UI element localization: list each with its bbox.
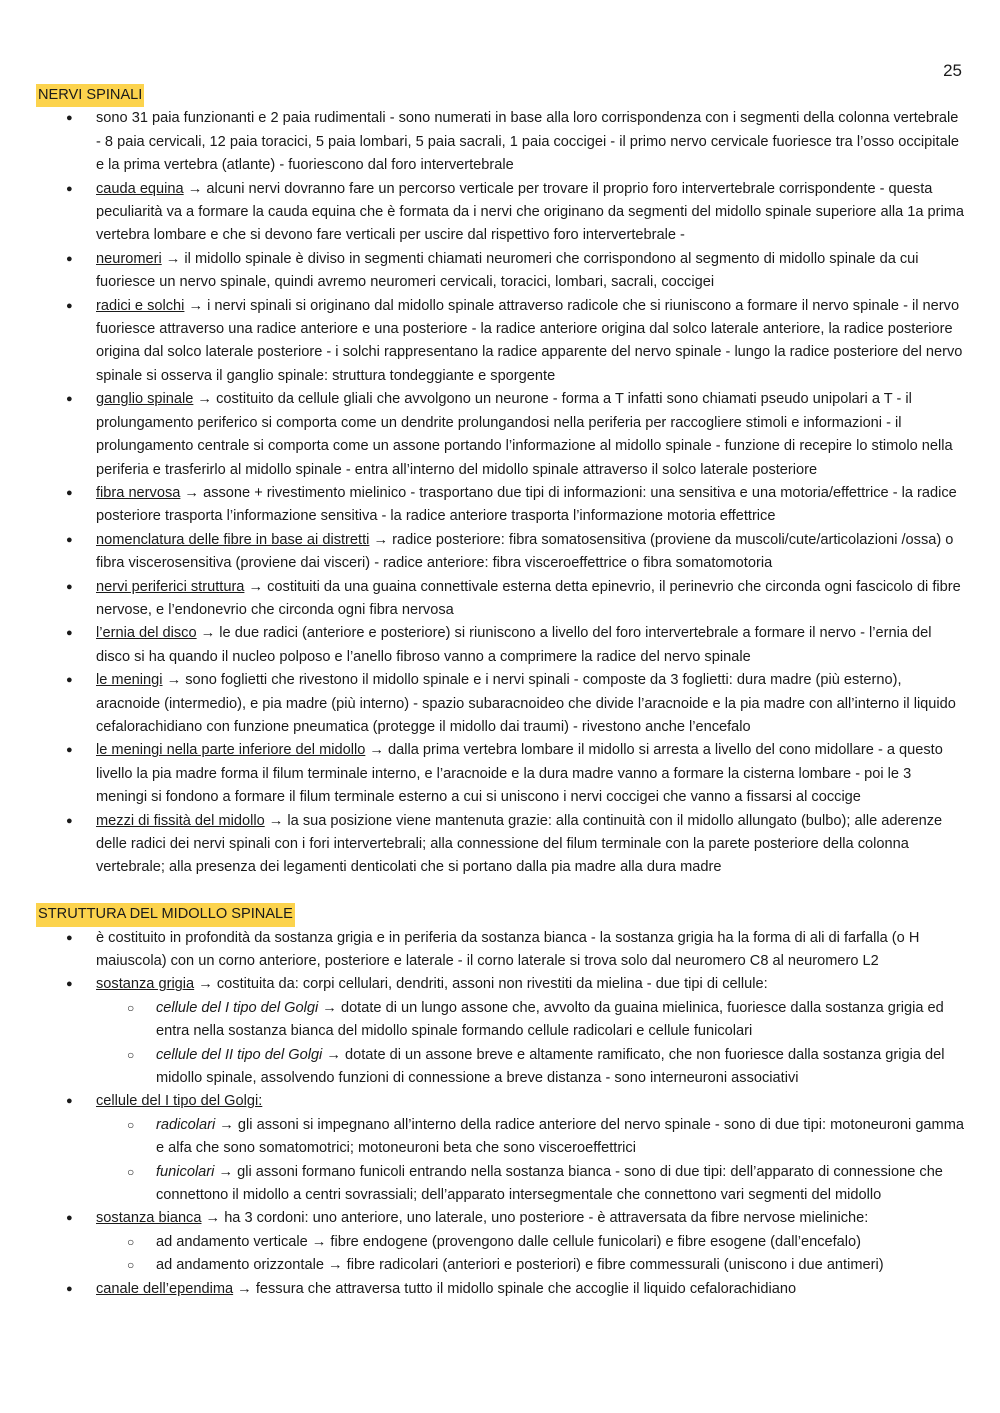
list-item <box>36 529 966 576</box>
item-term: l’ernia del disco <box>96 625 197 642</box>
item-term: cellule del I tipo del Golgi: <box>96 1093 263 1110</box>
arrow: → <box>214 1163 238 1180</box>
list-item <box>36 669 966 739</box>
list-item <box>36 248 966 295</box>
sub-item-term: funicolari <box>156 1163 215 1180</box>
section-title-nervi-spinali: NERVI SPINALI <box>36 84 144 107</box>
item-text: le due radici (anteriore e posteriore) si riuniscono a livello del foro intervertebrale a formare il nervo - l’ernia del disco si ha quando il nucleo polposo e l’anello fibroso vanno a comprimere la radice del nervo spinale <box>96 625 932 665</box>
item-text: assone + rivestimento mielinico - trasportano due tipi di informazioni: una sensitiva e una motoria/effettrice - la radice posteriore trasporta l’informazione sensitiva - la radice anteriore trasporta l’informazione motoria effettrice <box>96 484 957 525</box>
list-item <box>36 973 966 1090</box>
item-text: dalla prima vertebra lombare il midollo si arresta a livello del cono midollare - a questo livello la pia madre forma il filum terminale interno, e l’aracnoide e la dura madre vanno a formare la cisterna lombare - poi le 3 meningi si fondono a formare il filum terminale esterno a cui si uniscono i nervi coccigei che vanno a fissarsi al coccige <box>96 742 943 806</box>
arrow: → <box>196 625 220 642</box>
list-item <box>36 927 966 974</box>
item-term: nomenclatura delle fibre in base ai distretti <box>96 531 370 548</box>
sub-list-item <box>96 1254 966 1277</box>
list-item <box>36 1090 966 1207</box>
sub-list-item <box>96 1161 966 1208</box>
item-term: sostanza bianca <box>96 1210 202 1227</box>
sub-list-item <box>96 1044 966 1091</box>
struttura-midollo-list <box>36 927 966 1302</box>
sub-list-item <box>96 997 966 1044</box>
item-term: neuromeri <box>96 250 162 267</box>
list-item <box>36 178 966 248</box>
arrow: → <box>369 531 393 548</box>
item-term: canale dell’ependima <box>96 1280 234 1297</box>
list-item <box>36 810 966 880</box>
item-text: costituito da cellule gliali che avvolgono un neurone - forma a T infatti sono chiamati pseudo unipolari a T - il prolungamento periferico si comporta come un dendrite prolungandosi nella periferia per raccogliere stimoli e informazioni - il prolungamento centrale si comporta come un assone portando l’informazione al midollo spinale - funzione di recepire lo stimolo nella periferia e trasferirlo al midollo spinale - entra all’interno del midollo spinale attraverso il solco laterale posteriore <box>96 391 953 478</box>
arrow: → <box>264 812 288 829</box>
item-text: costituiti da una guaina connettivale esterna detta epinevrio, il perinevrio che circonda ogni fascicolo di fibre nervose, e l’endonevrio che circonda ogni fibra nervosa <box>96 578 961 618</box>
arrow: → <box>322 1046 346 1063</box>
item-term: fibra nervosa <box>96 484 181 501</box>
item-text: radice posteriore: fibra somatosensitiva (proviene da muscoli/cute/articolazioni /ossa) o fibra viscerosensitiva (proviene dai visceri) - radice anteriore: fibra visceroeffettrice o fibra somatomotoria <box>96 531 954 572</box>
sub-item-text: ad andamento verticale → fibre endogene (provengono dalle cellule funicolari) e fibre esogene (dall’encefalo) <box>156 1233 861 1250</box>
list-item <box>36 1207 966 1277</box>
arrow: → <box>194 976 217 993</box>
arrow: → <box>215 1116 238 1133</box>
item-text: costituita da: corpi cellulari, dendriti, assoni non rivestiti da mielina - due tipi di cellule: <box>216 976 768 993</box>
sub-list <box>96 1114 966 1208</box>
list-item <box>36 1278 966 1301</box>
section-spacer <box>36 880 966 903</box>
item-term: cauda equina <box>96 180 184 197</box>
item-text: sono foglietti che rivestono il midollo spinale e i nervi spinali - composte da 3 foglietti: dura madre (più esterno), aracnoide (intermedio), e pia madre (più interno) - spazio subaracnoideo che divide l’aracnoide e la pia madre con all’interno il liquido cefalorachidiano con funzione pneumatica (protegge il midollo dai traumi) - rivestono anche l’encefalo <box>96 672 956 735</box>
item-term: le meningi nella parte inferiore del midollo <box>96 742 366 759</box>
item-text: è costituito in profondità da sostanza grigia e in periferia da sostanza bianca - la sostanza grigia ha la forma di ali di farfalla (o H maiuscola) con un corno anteriore, posteriore e laterale - il corno laterale si trova solo dal neuromero C8 al neuromero L2 <box>96 929 920 970</box>
item-term: radici e solchi <box>96 297 185 314</box>
page-number: 25 <box>943 61 962 80</box>
sub-item-text: gli assoni formano funicoli entrando nella sostanza bianca - sono di due tipi: dell’apparato di connessione che connettono il midollo a centri sovrassiali; dell’apparato intersegmentale che connettono vari segmenti del midollo <box>156 1163 943 1204</box>
sub-list <box>96 1231 966 1278</box>
list-item <box>36 388 966 482</box>
sub-list <box>96 997 966 1091</box>
item-text: il midollo spinale è diviso in segmenti chiamati neuromeri che corrispondono al segmento di midollo spinale da cui fuoriesce un nervo spinale, quindi avremo neuromeri cervicali, toracici, lombari, sacrali, coccigei <box>96 250 919 291</box>
item-text: i nervi spinali si originano dal midollo spinale attraverso radicole che si riuniscono a formare il nervo spinale - il nervo fuoriesce attraverso una radice anteriore e una posteriore - la radice anteriore origina dal solco laterale anteriore, la radice posteriore origina dal solco laterale posteriore - i solchi rappresentano la radice apparente del nervo spinale - lungo la radice posteriore del nervo spinale si osserva il ganglio spinale: struttura tondeggiante e sporgente <box>96 297 963 384</box>
arrow: → <box>184 297 208 314</box>
item-term: le meningi <box>96 672 163 689</box>
list-item <box>36 482 966 529</box>
arrow: → <box>201 1210 225 1227</box>
sub-item-text: gli assoni si impegnano all’interno della radice anteriore del nervo spinale - sono di due tipi: motoneuroni gamma e alfa che sono somatomotrici; motoneuroni beta che sono visceroeffettrici <box>156 1116 964 1157</box>
arrow: → <box>162 672 186 689</box>
sub-item-term: cellule del I tipo del Golgi <box>156 999 319 1016</box>
sub-item-term: radicolari <box>156 1116 216 1133</box>
list-item <box>36 622 966 669</box>
sub-list-item <box>96 1114 966 1161</box>
document-body <box>36 84 966 1301</box>
sub-item-text: ad andamento orizzontale → fibre radicolari (anteriori e posteriori) e fibre commessurali (uniscono i due antimeri) <box>156 1257 884 1274</box>
arrow: → <box>193 391 217 408</box>
section-title-struttura-midollo: STRUTTURA DEL MIDOLLO SPINALE <box>36 903 295 926</box>
arrow: → <box>180 484 204 501</box>
sub-item-text: dotate di un assone breve e altamente ramificato, che non fuoriesce dalla sostanza grigia del midollo spinale, assolvendo funzioni di connessione a breve distanza - sono interneuroni associativi <box>156 1046 945 1087</box>
arrow: → <box>365 742 389 759</box>
item-term: sostanza grigia <box>96 976 195 993</box>
list-item <box>36 576 966 623</box>
item-term: ganglio spinale <box>96 391 194 408</box>
nervi-spinali-list <box>36 107 966 879</box>
sub-item-term: cellule del II tipo del Golgi <box>156 1046 323 1063</box>
item-text: sono 31 paia funzionanti e 2 paia rudimentali - sono numerati in base alla loro corrispondenza con i segmenti della colonna vertebrale - 8 paia cervicali, 12 paia toracici, 5 paia lombari, 5 paia sacrali, 1 paia coccigei - il primo nervo cervicale fuoriesce tra l’osso occipitale e la prima vertebra (atlante) - fuoriescono dal foro intervertebrale <box>96 110 960 174</box>
arrow: → <box>318 999 341 1016</box>
list-item <box>36 295 966 389</box>
item-term: nervi periferici struttura <box>96 578 245 595</box>
sub-item-text: dotate di un lungo assone che, avvolto da guaina mielinica, fuoriesce dalla sostanza grigia ed entra nella sostanza bianca del midollo spinale formando cellule radicolari e cellule funicolari <box>156 999 944 1040</box>
item-text: alcuni nervi dovranno fare un percorso verticale per trovare il proprio foro intervertebrale corrispondente - questa peculiarità va a formare la cauda equina che è formata da i nervi che originano da segmenti del midollo spinale superiore alla 1a prima vertebra lombare e che si devono fare verticali per uscire dal rispettivo foro intervertebrale - <box>96 180 965 244</box>
sub-list-item <box>96 1231 966 1254</box>
item-text: la sua posizione viene mantenuta grazie: alla continuità con il midollo allungato (bulbo); alle aderenze delle radici dei nervi spinali con i fori intervertebrali; alla connessione del filum terminale con la parete posteriore della colonna vertebrale; alla presenza dei legamenti denticolati che si portano dalla pia madre alla dura madre <box>96 812 943 876</box>
arrow: → <box>183 180 207 197</box>
arrow: → <box>244 578 268 595</box>
item-text: fessura che attraversa tutto il midollo spinale che accoglie il liquido cefalorachidiano <box>255 1280 797 1297</box>
item-term: mezzi di fissità del midollo <box>96 812 265 829</box>
item-text: ha 3 cordoni: uno anteriore, uno laterale, uno posteriore - è attraversata da fibre nervose mieliniche: <box>224 1210 869 1227</box>
arrow: → <box>161 250 185 267</box>
list-item <box>36 107 966 177</box>
arrow: → <box>233 1280 256 1297</box>
list-item <box>36 739 966 809</box>
